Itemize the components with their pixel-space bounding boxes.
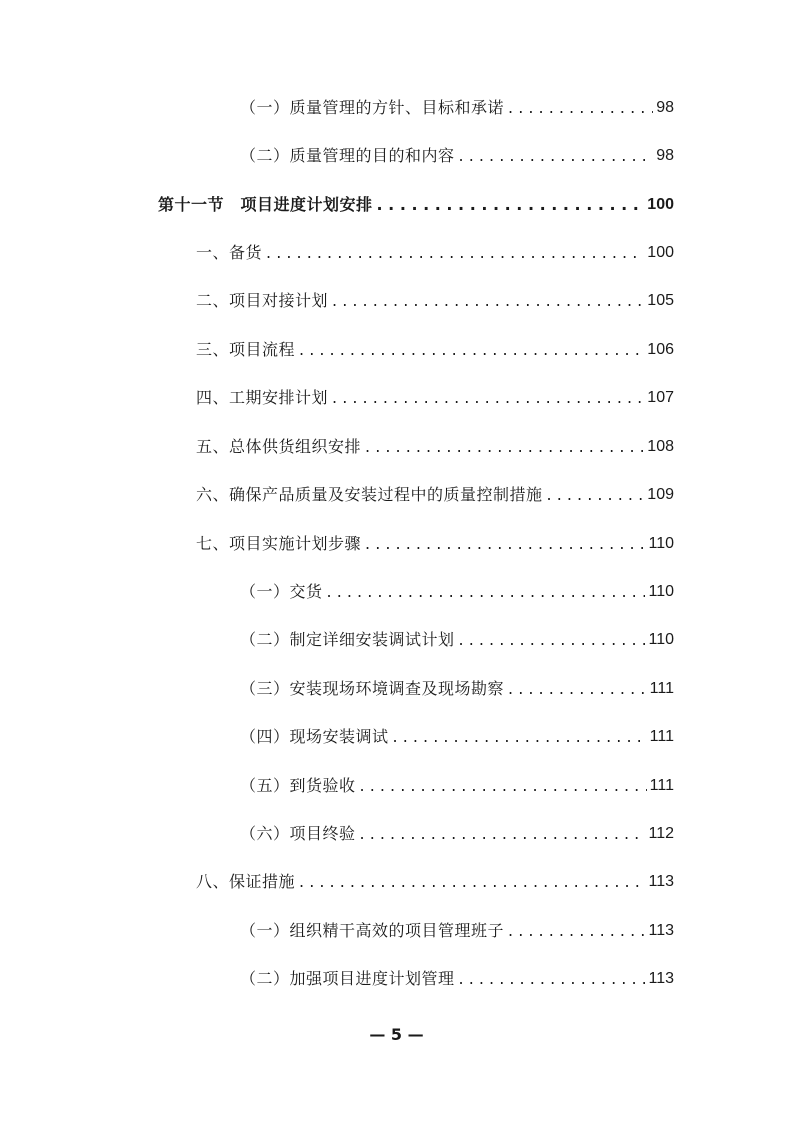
toc-entry-page: 111 bbox=[649, 680, 674, 697]
toc-entry[interactable] bbox=[240, 773, 674, 799]
toc-entry-title: （一）组织精干高效的项目管理班子 bbox=[240, 921, 505, 940]
toc-dot-leader bbox=[299, 337, 644, 363]
toc-entry[interactable] bbox=[240, 821, 674, 847]
toc-entry-title: （三）安装现场环境调查及现场勘察 bbox=[240, 679, 505, 698]
toc-entry-title: 五、总体供货组织安排 bbox=[196, 437, 362, 456]
toc-dot-leader bbox=[327, 579, 646, 605]
toc-entry-title: 六、确保产品质量及安装过程中的质量控制措施 bbox=[196, 485, 543, 504]
toc-entry-page: 113 bbox=[648, 922, 674, 939]
toc-entry-title: （五）到货验收 bbox=[240, 776, 356, 795]
toc-dot-leader bbox=[365, 531, 645, 557]
toc-entry-page: 112 bbox=[648, 825, 674, 842]
toc-entry[interactable] bbox=[240, 724, 674, 750]
toc-entry[interactable] bbox=[196, 869, 674, 895]
toc-entry-title: 二、项目对接计划 bbox=[196, 291, 329, 310]
toc-entry-page: 105 bbox=[647, 292, 674, 309]
toc-entry[interactable] bbox=[240, 579, 674, 605]
toc-dot-leader bbox=[360, 773, 647, 799]
toc-entry-title: （一）质量管理的方针、目标和承诺 bbox=[240, 98, 505, 117]
toc-entry-page: 113 bbox=[648, 873, 674, 890]
toc-entry-page: 110 bbox=[648, 535, 674, 552]
toc-entry-title: 七、项目实施计划步骤 bbox=[196, 534, 362, 553]
toc-dot-leader bbox=[332, 288, 644, 314]
toc-entry-page: 110 bbox=[648, 583, 674, 600]
toc-entry-title: （二）质量管理的目的和内容 bbox=[240, 146, 455, 165]
toc-dot-leader bbox=[377, 192, 645, 218]
toc-entry-page: 98 bbox=[656, 147, 674, 164]
toc-dot-leader bbox=[459, 627, 646, 653]
toc-entry[interactable] bbox=[240, 676, 674, 702]
toc-entry-title: （一）交货 bbox=[240, 582, 323, 601]
toc-entry-page: 98 bbox=[656, 99, 674, 116]
toc-entry-title: 一、备货 bbox=[196, 243, 263, 262]
toc-dot-leader bbox=[299, 869, 645, 895]
toc-entry[interactable] bbox=[196, 531, 674, 557]
toc-entry-title: （二）制定详细安装调试计划 bbox=[240, 630, 455, 649]
toc-entry-page: 111 bbox=[649, 728, 674, 745]
page-number: — 5 — bbox=[369, 1025, 424, 1044]
toc-entry-title: （六）项目终验 bbox=[240, 824, 356, 843]
toc-entry[interactable] bbox=[240, 966, 674, 992]
toc-entry-title: （二）加强项目进度计划管理 bbox=[240, 969, 455, 988]
toc-entry-page: 113 bbox=[648, 970, 674, 987]
toc-entry-title: 三、项目流程 bbox=[196, 340, 296, 359]
toc-dot-leader bbox=[508, 676, 647, 702]
toc-entry-title: 第十一节 项目进度计划安排 bbox=[158, 195, 373, 214]
toc-dot-leader bbox=[547, 482, 645, 508]
toc-entry-page: 109 bbox=[647, 486, 674, 503]
toc-entry-title: （四）现场安装调试 bbox=[240, 727, 389, 746]
toc-dot-leader bbox=[266, 240, 644, 266]
toc-entry-page: 111 bbox=[649, 777, 674, 794]
toc-dot-leader bbox=[508, 95, 653, 121]
toc-entry[interactable] bbox=[196, 337, 674, 363]
toc-entry[interactable] bbox=[240, 918, 674, 944]
toc-dot-leader bbox=[459, 966, 646, 992]
toc-dot-leader bbox=[459, 143, 654, 169]
toc-entry-page: 108 bbox=[647, 438, 674, 455]
toc-entry[interactable] bbox=[196, 240, 674, 266]
toc-section-entry[interactable] bbox=[158, 192, 674, 218]
toc-entry-page: 100 bbox=[647, 244, 674, 261]
toc-entry[interactable] bbox=[240, 143, 674, 169]
toc-dot-leader bbox=[393, 724, 647, 750]
toc-entry-page: 107 bbox=[647, 389, 674, 406]
toc-dot-leader bbox=[365, 434, 644, 460]
toc-entry[interactable] bbox=[240, 627, 674, 653]
toc-dot-leader bbox=[508, 918, 645, 944]
toc-entry[interactable] bbox=[196, 385, 674, 411]
toc-entry-page: 100 bbox=[647, 196, 674, 213]
toc-entry[interactable] bbox=[196, 288, 674, 314]
toc-dot-leader bbox=[332, 385, 644, 411]
toc-entry[interactable] bbox=[196, 482, 674, 508]
toc-entry-title: 八、保证措施 bbox=[196, 872, 296, 891]
toc-entry[interactable] bbox=[240, 95, 674, 121]
toc-dot-leader bbox=[360, 821, 646, 847]
toc-entry-page: 110 bbox=[648, 631, 674, 648]
toc-entry-title: 四、工期安排计划 bbox=[196, 388, 329, 407]
toc-entry-page: 106 bbox=[647, 341, 674, 358]
toc-entry[interactable] bbox=[196, 434, 674, 460]
